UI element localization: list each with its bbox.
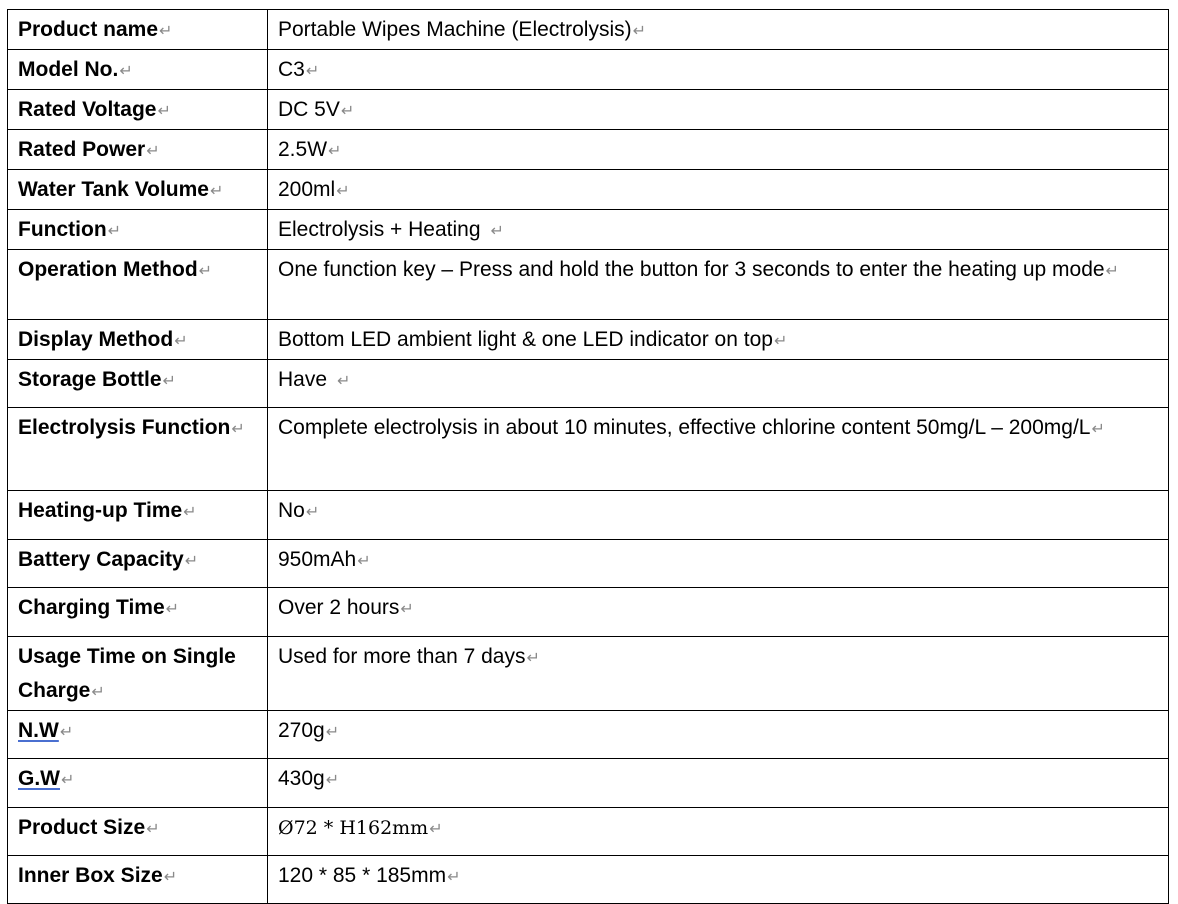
table-row bbox=[8, 588, 1169, 637]
table-row bbox=[8, 759, 1169, 808]
row-label-cell bbox=[8, 711, 268, 759]
paragraph-mark-icon: ↵ bbox=[1091, 421, 1105, 438]
row-value-cell bbox=[268, 711, 1169, 759]
paragraph-mark-icon: ↵ bbox=[174, 333, 188, 350]
label-storage-bottle: Storage Bottle bbox=[18, 368, 162, 391]
table-row bbox=[8, 130, 1169, 170]
row-label-cell bbox=[8, 250, 268, 320]
paragraph-mark-icon: ↵ bbox=[337, 373, 351, 390]
label-display-method: Display Method bbox=[18, 328, 174, 351]
table-row bbox=[8, 540, 1169, 588]
value-operation-method: One function key – Press and hold the button for 3 seconds to enter the heating up mode bbox=[278, 258, 1105, 281]
value-storage-bottle: Have bbox=[278, 368, 328, 391]
paragraph-mark-icon: ↵ bbox=[61, 772, 75, 789]
row-value-cell bbox=[268, 250, 1169, 320]
table-row bbox=[8, 10, 1169, 50]
value-battery-capacity: 950mAh bbox=[278, 548, 357, 571]
paragraph-mark-icon: ↵ bbox=[119, 63, 133, 80]
paragraph-mark-icon: ↵ bbox=[429, 821, 443, 838]
row-value-cell bbox=[268, 408, 1169, 491]
table-row bbox=[8, 210, 1169, 250]
table-row bbox=[8, 170, 1169, 210]
row-label-cell bbox=[8, 360, 268, 408]
row-value-cell bbox=[268, 540, 1169, 588]
value-model-no: C3 bbox=[278, 58, 305, 81]
row-label-cell bbox=[8, 540, 268, 588]
label-function: Function bbox=[18, 218, 107, 241]
paragraph-mark-icon: ↵ bbox=[146, 821, 160, 838]
value-function: Electrolysis + Heating bbox=[278, 218, 481, 241]
paragraph-mark-icon: ↵ bbox=[632, 23, 647, 40]
label-operation-method: Operation Method bbox=[18, 258, 198, 281]
value-product-name: Portable Wipes Machine (Electrolysis) bbox=[278, 18, 632, 41]
paragraph-mark-icon: ↵ bbox=[91, 684, 105, 701]
row-label-cell bbox=[8, 50, 268, 90]
table-row bbox=[8, 711, 1169, 759]
label-model-no: Model No. bbox=[18, 58, 119, 81]
paragraph-mark-icon: ↵ bbox=[165, 601, 180, 618]
label-nw: N.W bbox=[18, 719, 59, 742]
paragraph-mark-icon: ↵ bbox=[773, 333, 788, 350]
paragraph-mark-icon: ↵ bbox=[336, 183, 350, 200]
row-value-cell bbox=[268, 10, 1169, 50]
label-gw: G.W bbox=[18, 767, 60, 790]
row-value-cell bbox=[268, 637, 1169, 711]
row-label-cell bbox=[8, 170, 268, 210]
table-row bbox=[8, 491, 1169, 540]
table-row bbox=[8, 637, 1169, 711]
value-product-size: Ø72 * H162mm bbox=[278, 817, 429, 839]
row-label-cell bbox=[8, 10, 268, 50]
row-label-cell bbox=[8, 210, 268, 250]
label-product-size: Product Size bbox=[18, 816, 146, 839]
paragraph-mark-icon: ↵ bbox=[146, 143, 160, 160]
row-label-cell bbox=[8, 637, 268, 711]
value-charging-time: Over 2 hours bbox=[278, 596, 400, 619]
label-rated-voltage: Rated Voltage bbox=[18, 98, 157, 121]
table-row bbox=[8, 250, 1169, 320]
table-row bbox=[8, 360, 1169, 408]
table-row bbox=[8, 320, 1169, 360]
row-label-cell bbox=[8, 491, 268, 540]
row-value-cell bbox=[268, 856, 1169, 904]
paragraph-mark-icon: ↵ bbox=[357, 553, 371, 570]
table-row bbox=[8, 90, 1169, 130]
paragraph-mark-icon: ↵ bbox=[340, 103, 355, 120]
paragraph-mark-icon: ↵ bbox=[526, 650, 540, 667]
paragraph-mark-icon: ↵ bbox=[198, 263, 213, 280]
paragraph-mark-icon: ↵ bbox=[157, 103, 171, 120]
row-label-cell bbox=[8, 90, 268, 130]
row-label-cell bbox=[8, 408, 268, 491]
value-rated-power: 2.5W bbox=[278, 138, 328, 161]
paragraph-mark-icon: ↵ bbox=[305, 504, 320, 521]
table-row bbox=[8, 408, 1169, 491]
value-display-method: Bottom LED ambient light & one LED indicator on top bbox=[278, 328, 773, 351]
paragraph-mark-icon: ↵ bbox=[325, 724, 340, 741]
row-value-cell bbox=[268, 808, 1169, 856]
label-usage-time: Usage Time on Single Charge bbox=[18, 645, 236, 702]
row-value-cell bbox=[268, 320, 1169, 360]
label-inner-box-size: Inner Box Size bbox=[18, 864, 163, 887]
value-heating-up-time: No bbox=[278, 499, 305, 522]
row-value-cell bbox=[268, 210, 1169, 250]
paragraph-mark-icon: ↵ bbox=[328, 143, 342, 160]
row-value-cell bbox=[268, 491, 1169, 540]
spec-table bbox=[7, 9, 1169, 904]
paragraph-mark-icon: ↵ bbox=[231, 421, 245, 438]
row-label-cell bbox=[8, 759, 268, 808]
paragraph-mark-icon: ↵ bbox=[209, 183, 224, 200]
paragraph-mark-icon: ↵ bbox=[447, 869, 461, 886]
label-heating-up-time: Heating-up Time bbox=[18, 499, 183, 522]
row-value-cell bbox=[268, 130, 1169, 170]
row-label-cell bbox=[8, 588, 268, 637]
paragraph-mark-icon: ↵ bbox=[183, 504, 197, 521]
paragraph-mark-icon: ↵ bbox=[400, 601, 414, 618]
value-rated-voltage: DC 5V bbox=[278, 98, 340, 121]
paragraph-mark-icon: ↵ bbox=[159, 23, 173, 40]
value-inner-box-size: 120 * 85 * 185mm bbox=[278, 864, 447, 887]
value-electrolysis-function: Complete electrolysis in about 10 minutes, effective chlorine content 50mg/L – 200mg/L bbox=[278, 416, 1091, 439]
value-nw: 270g bbox=[278, 719, 325, 742]
row-value-cell bbox=[268, 588, 1169, 637]
row-value-cell bbox=[268, 170, 1169, 210]
row-label-cell bbox=[8, 856, 268, 904]
value-water-tank-volume: 200ml bbox=[278, 178, 336, 201]
value-usage-time: Used for more than 7 days bbox=[278, 645, 526, 668]
paragraph-mark-icon: ↵ bbox=[162, 373, 176, 390]
row-value-cell bbox=[268, 50, 1169, 90]
label-water-tank-volume: Water Tank Volume bbox=[18, 178, 209, 201]
value-gw: 430g bbox=[278, 767, 325, 790]
label-battery-capacity: Battery Capacity bbox=[18, 548, 184, 571]
table-row bbox=[8, 808, 1169, 856]
paragraph-mark-icon: ↵ bbox=[184, 553, 199, 570]
row-value-cell bbox=[268, 90, 1169, 130]
table-row bbox=[8, 856, 1169, 904]
label-rated-power: Rated Power bbox=[18, 138, 146, 161]
paragraph-mark-icon: ↵ bbox=[107, 223, 122, 240]
table-row bbox=[8, 50, 1169, 90]
paragraph-mark-icon: ↵ bbox=[163, 869, 178, 886]
paragraph-mark-icon: ↵ bbox=[59, 724, 74, 741]
row-label-cell bbox=[8, 130, 268, 170]
row-value-cell bbox=[268, 759, 1169, 808]
label-electrolysis-function: Electrolysis Function bbox=[18, 416, 231, 439]
row-label-cell bbox=[8, 808, 268, 856]
paragraph-mark-icon: ↵ bbox=[1105, 263, 1119, 280]
paragraph-mark-icon: ↵ bbox=[490, 223, 504, 240]
row-value-cell bbox=[268, 360, 1169, 408]
label-product-name: Product name bbox=[18, 18, 159, 41]
paragraph-mark-icon: ↵ bbox=[305, 63, 320, 80]
label-charging-time: Charging Time bbox=[18, 596, 165, 619]
row-label-cell bbox=[8, 320, 268, 360]
paragraph-mark-icon: ↵ bbox=[325, 772, 340, 789]
